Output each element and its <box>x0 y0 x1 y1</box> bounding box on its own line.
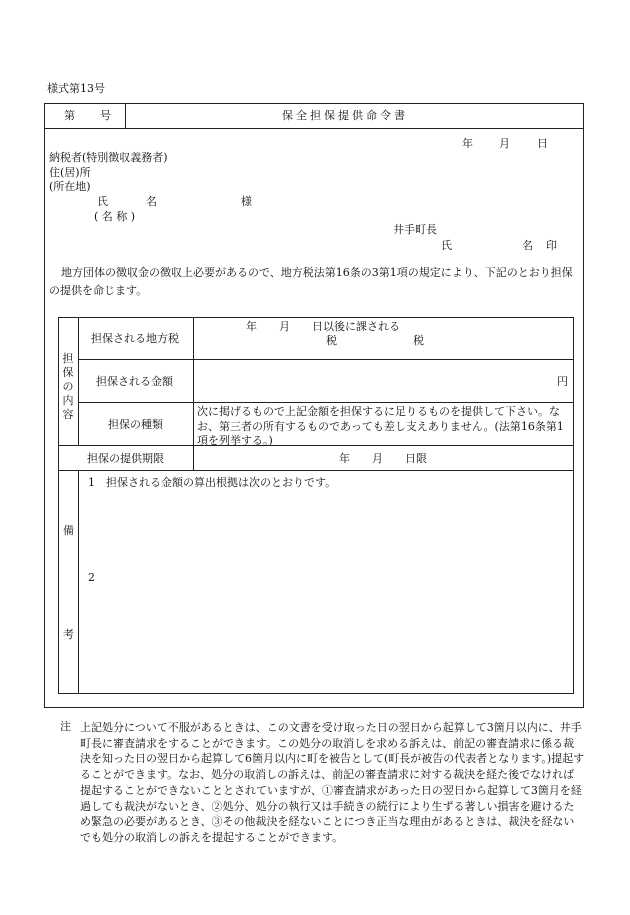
local-tax-value-line1: 年 月 日以後に課される <box>246 320 400 333</box>
col-divider <box>78 317 79 445</box>
document-title: 保全担保提供命令書 <box>282 109 408 122</box>
date-day: 日 <box>537 137 548 150</box>
issuer-name-shi: 氏 <box>441 239 452 252</box>
remarks-label-1: 備 <box>63 524 74 537</box>
note-mark: 注 <box>60 720 71 733</box>
local-tax-label: 担保される地方税 <box>91 332 179 345</box>
name-shi: 氏 <box>97 195 108 208</box>
note-text: 上記処分について不服があるときは、この文書を受け取った日の翌日から起算して3箇月以内に、井手町長に審査請求をすることができます。この処分の取消しを求める訴えは、前記の審査請求に係る裁決を知った日の翌日から起算して6箇月以内に町を被告として(町長が被告の代表者となります。)提起することができます。なお、処分の取消しの訴えは、前記の審査請求に対する裁決を経た後でなければ提起することができないこととされていますが、①審査請求があった日の翌日から起算して3箇月を経過しても裁決がないとき、②処分、処分の執行又は手続きの続行により生ずる著しい損害を避けるため緊急の必要があるとき、③その他裁決を経ないことにつき正当な理由があるときは、裁決を経ないでも処分の取消しの訴えを提起することができます。 <box>80 721 585 844</box>
honorific: 様 <box>241 195 252 208</box>
remarks-item-2: 2 <box>88 571 95 584</box>
taxpayer-label: 納税者(特別徴収義務者) <box>49 151 168 164</box>
security-group-label <box>61 352 75 422</box>
order-body-text: 地方団体の徴収金の徴収上必要があるので、地方税法第16条の3第1項の規定により、下記のとおり担保の提供を命じます。 <box>49 266 573 297</box>
location-label: (所在地) <box>49 180 91 193</box>
remarks-label-2: 考 <box>63 628 74 641</box>
kind-value: 次に掲げるもので上記金額を担保するに足りるものを提供して下さい。なお、第三者の所有するものであっても差し支えありません。(法第16条第1項を列挙する。) <box>197 405 564 447</box>
amount-unit: 円 <box>557 375 568 388</box>
deadline-value: 年 月 日限 <box>339 452 427 465</box>
header-cell-divider <box>125 103 126 129</box>
local-tax-value-a: 税 <box>326 334 337 347</box>
row-divider <box>58 470 574 471</box>
number-prefix: 第 <box>64 109 75 122</box>
security-group-label-text: 担保の内容 <box>62 352 74 421</box>
name-mei: 名 <box>146 195 157 208</box>
local-tax-value-b: 税 <box>413 334 424 347</box>
security-table <box>58 317 574 694</box>
kind-label: 担保の種類 <box>108 418 163 431</box>
date-year: 年 <box>462 137 473 150</box>
row-divider <box>78 402 574 403</box>
amount-label: 担保される金額 <box>96 375 173 388</box>
date-month: 月 <box>499 137 510 150</box>
number-suffix: 号 <box>100 109 111 122</box>
corp-name-label: ( 名 称 ) <box>94 210 136 223</box>
issuer-name-mei: 名 <box>522 239 533 252</box>
issuer-title: 井手町長 <box>393 223 437 236</box>
remarks-item-1: 1 担保される金額の算出根拠は次のとおりです。 <box>88 476 337 489</box>
row-divider <box>78 359 574 360</box>
col-divider <box>193 317 194 470</box>
seal-mark: 印 <box>546 239 557 252</box>
address-label: 住(居)所 <box>49 166 91 179</box>
deadline-label: 担保の提供期限 <box>87 452 164 465</box>
form-number: 様式第13号 <box>47 82 105 95</box>
col-divider <box>78 470 79 694</box>
